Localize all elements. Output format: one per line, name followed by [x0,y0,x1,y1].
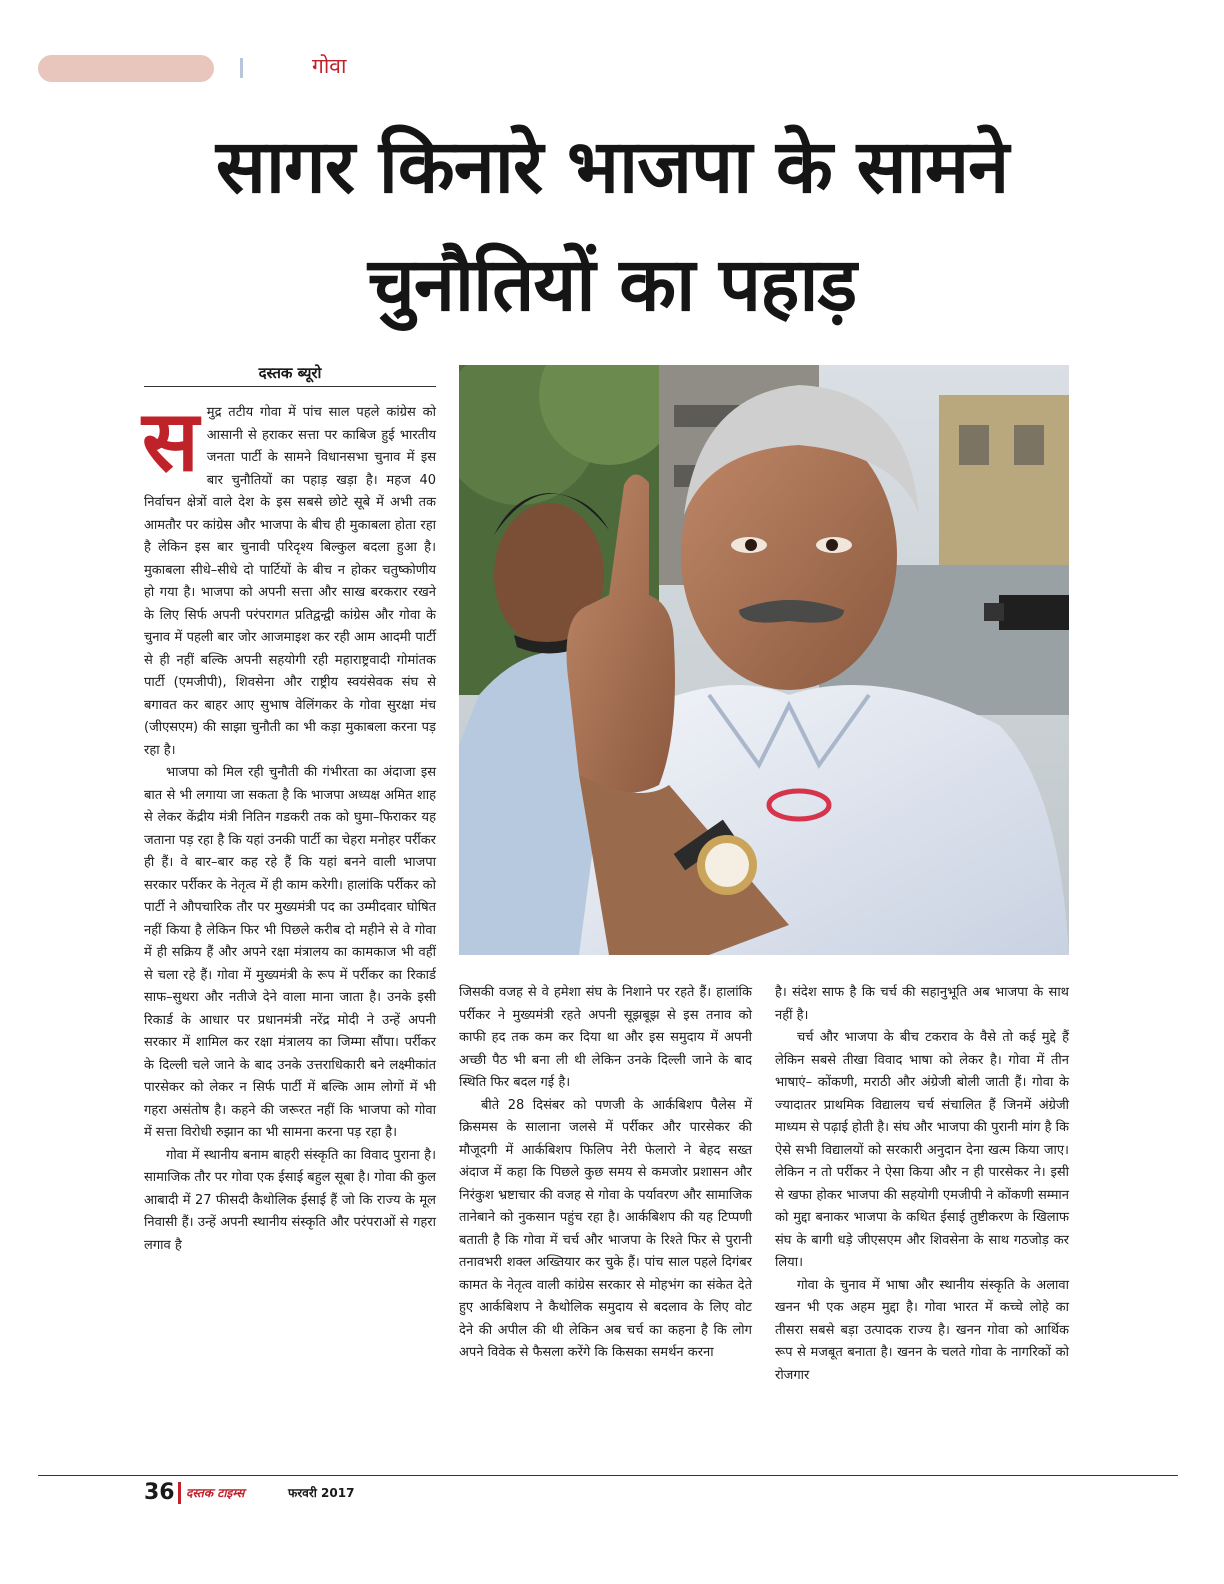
headline-line-2: चुनौतियों का पहाड़ [367,242,857,328]
paragraph: चर्च और भाजपा के बीच टकराव के वैसे तो कई मुद्दे हैं लेकिन सबसे तीखा विवाद भाषा को लेकर है। गोवा में तीन भाषाएं– कोंकणी, मराठी और अंग्रेजी बोली जाती हैं। गोवा के ज्यादातर प्राथमिक विद्यालय चर्च संचालित हैं जिनमें अंग्रेजी माध्यम से पढ़ाई होती है। संघ और भाजपा की पुरानी मांग है कि ऐसे सभी विद्यालयों को सरकारी अनुदान देना खत्म किया जाए। लेकिन न तो पर्रीकर ने ऐसा किया और न ही पारसेकर ने। इसी से खफा होकर भाजपा की सहयोगी एमजीपी ने कोंकणी सम्मान को मुद्दा बनाकर भाजपा के कथित ईसाई तुष्टीकरण के खिलाफ संघ के बागी धड़े जीएसएम और शिवसेना के साथ गठजोड़ कर लिया। [775,1030,1069,1270]
paragraph: गोवा में स्थानीय बनाम बाहरी संस्कृति का विवाद पुराना है। सामाजिक तौर पर गोवा एक ईसाई बहुल सूबा है। गोवा की कुल आबादी में 27 फीसदी कैथोलिक ईसाई हैं जो कि राज्य के मूल निवासी हैं। उन्हें अपनी स्थानीय संस्कृति और परंपराओं से गहरा लगाव है [144,1147,436,1253]
article-column-1 [142,391,436,1257]
header-divider [240,58,243,78]
headline-line-1: सागर किनारे भाजपा के सामने [215,124,1009,210]
paragraph: जिसकी वजह से वे हमेशा संघ के निशाने पर रहते हैं। हालांकि पर्रीकर ने मुख्यमंत्री रहते अपनी सूझबूझ से इस तनाव को काफी हद तक कम कर दिया था और इस समुदाय में अपनी अच्छी पैठ भी बना ली थी लेकिन उनके दिल्ली जाने के बाद स्थिति फिर बदल गई है। [459,985,752,1090]
paragraph-text: मुद्र तटीय गोवा में पांच साल पहले कांग्रेस को आसानी से हराकर सत्ता पर काबिज हुई भारतीय जनता पार्टी के सामने विधानसभा चुनाव में इस बार चुनौतियों का पहाड़ खड़ा है। महज 40 निर्वाचन क्षेत्रों वाले देश के इस सबसे छोटे सूबे में अभी तक आमतौर पर कांग्रेस और भाजपा के बीच ही मुकाबला होता रहा है लेकिन इस बार चुनावी परिदृश्य बिल्कुल बदला हुआ है। मुकाबला सीधे–सीधे दो पार्टियों के बीच न होकर चतुष्कोणीय हो गया है। भाजपा को अपनी सत्ता और साख बरकरार रखने के लिए सिर्फ अपनी परंपरागत प्रतिद्वन्द्वी कांग्रेस और गोवा के चुनाव में पहली बार जोर आजमाइश कर रही आम आदमी पार्टी से ही नहीं बल्कि अपनी सहयोगी रही महाराष्ट्रवादी गोमांतक पार्टी (एमजीपी), शिवसेना और राष्ट्रीय स्वयंसेवक संघ से बगावत कर बाहर आए सुभाष वेलिंगकर के गोवा सुरक्षा मंच (जीएसएम) की साझा चुनौती का भी कड़ा मुकाबला करना पड़ रहा है। [144,405,436,758]
drop-cap: स [142,391,199,490]
paragraph: है। संदेश साफ है कि चर्च की सहानुभूति अब भाजपा के साथ नहीं है। [775,985,1069,1023]
byline: दस्तक ब्यूरो [258,364,322,382]
page-number: 36 [144,1480,175,1505]
section-label: गोवा [312,54,347,78]
issue-date: फरवरी 2017 [288,1486,355,1500]
header-decoration-pill [38,55,214,82]
politician-photo-illustration [459,365,1069,955]
article-column-2 [459,982,752,1365]
paragraph [142,391,436,762]
article-column-3 [775,982,1069,1387]
paragraph: भाजपा को मिल रही चुनौती की गंभीरता का अंदाजा इस बात से भी लगाया जा सकता है कि भाजपा अध्यक्ष अमित शाह से लेकर केंद्रीय मंत्री नितिन गडकरी तक को घुमा–फिराकर यह जताना पड़ रहा है कि यहां उनकी पार्टी का चेहरा मनोहर पर्रीकर ही हैं। वे बार–बार कह रहे हैं कि यहां बनने वाली भाजपा सरकार पर्रीकर के नेतृत्व में ही काम करेगी। हालांकि पर्रीकर को पार्टी ने औपचारिक तौर पर मुख्यमंत्री पद का उम्मीदवार घोषित नहीं किया है लेकिन फिर भी पिछले करीब दो महीने से वे गोवा में ही सक्रिय हैं और अपने रक्षा मंत्रालय का कामकाज भी वहीं से चला रहे हैं। गोवा में मुख्यमंत्री के रूप में पर्रीकर का रिकार्ड साफ–सुथरा और नतीजे देने वाला माना जाता है। उनके इसी रिकार्ड के आधार पर प्रधानमंत्री नरेंद्र मोदी ने उन्हें अपनी सरकार में शामिल कर रक्षा मंत्रालय का जिम्मा सौंपा। पर्रीकर के दिल्ली चले जाने के बाद उनके उत्तराधिकारी बने लक्ष्मीकांत पारसेकर को लेकर न सिर्फ पार्टी में बल्कि आम लोगों में भी गहरा असंतोष है। कहने की जरूरत नहीं कि भाजपा को गोवा में सत्ता विरोधी रुझान का भी सामना करना पड़ रहा है। [144,765,436,1140]
footer-divider [178,1482,181,1504]
byline-rule [144,386,436,387]
headline [80,108,1144,344]
magazine-masthead: दस्तक टाइम्स [186,1486,245,1500]
footer-rule [38,1475,1178,1476]
paragraph: गोवा के चुनाव में भाषा और स्थानीय संस्कृति के अलावा खनन भी एक अहम मुद्दा है। गोवा भारत में कच्चे लोहे का तीसरा सबसे बड़ा उत्पादक राज्य है। खनन गोवा को आर्थिक रूप से मजबूत बनाता है। खनन के चलते गोवा के नागरिकों को रोजगार [775,1277,1069,1383]
article-photo [459,365,1069,955]
paragraph: बीते 28 दिसंबर को पणजी के आर्कबिशप पैलेस में क्रिसमस के सालाना जलसे में पर्रीकर और पारसेकर की मौजूदगी में आर्कबिशप फिलिप नेरी फेलारो ने बेहद सख्त अंदाज में कहा कि पिछले कुछ समय से कमजोर प्रशासन और निरंकुश भ्रष्टाचार की वजह से गोवा के पर्यावरण और सामाजिक तानेबाने को नुकसान पहुंच रहा है। आर्कबिशप की यह टिप्पणी बताती है कि गोवा में चर्च और भाजपा के रिश्ते फिर से पुरानी तनावभरी शक्ल अख्तियार कर चुके हैं। पांच साल पहले दिगंबर कामत के नेतृत्व वाली कांग्रेस सरकार से मोहभंग का संकेत देते हुए आर्कबिशप ने कैथोलिक समुदाय से बदलाव के लिए वोट देने की अपील की थी लेकिन अब चर्च का कहना है कि लोग अपने विवेक से फैसला करेंगे कि किसका समर्थन करना [459,1097,752,1360]
